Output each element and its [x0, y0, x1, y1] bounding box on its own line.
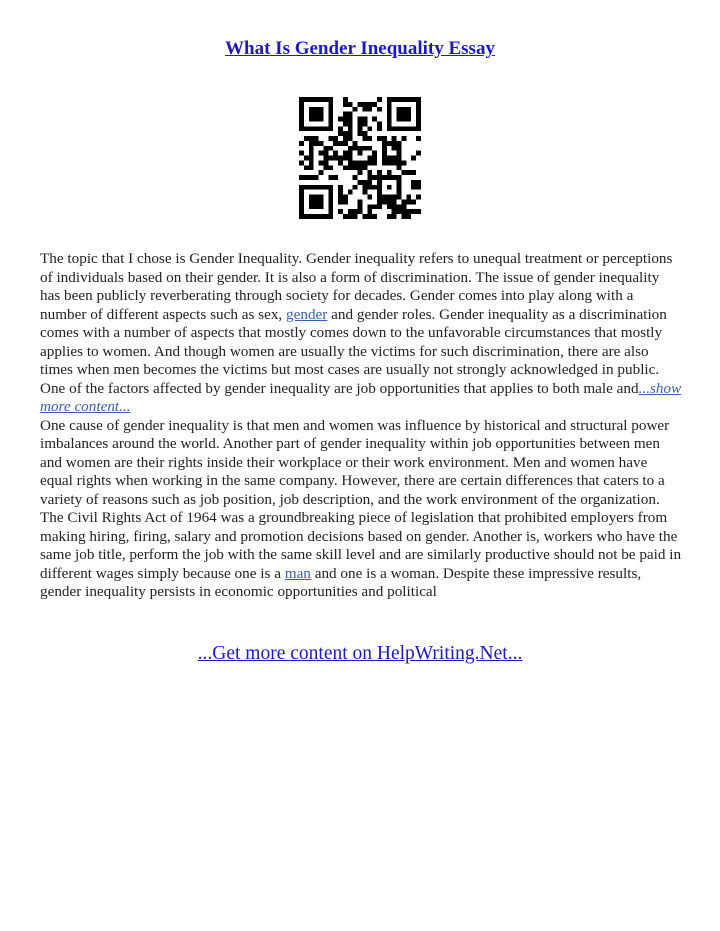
- get-more-content-link[interactable]: ...Get more content on HelpWriting.Net...: [197, 643, 523, 664]
- show-more-link[interactable]: ...show more content...: [40, 379, 682, 415]
- essay-body: [40, 250, 682, 602]
- paragraph-1-text: The topic that I chose is Gender Inequality. Gender inequality refers to unequal treatment or perceptions of individuals based on their gender. It is also a form of discrimination. The issue of gender inequality has been publicly reverberating through society for decades. Gender comes into play along with a number of different aspects such as sex,: [40, 250, 673, 323]
- man-link[interactable]: man: [284, 564, 311, 582]
- paragraph-2-text-cont: and one is a woman. Despite these impressive results, gender inequality persists in economic opportunities and political: [40, 564, 642, 600]
- gender-link[interactable]: gender: [286, 305, 328, 323]
- qr-code-icon: [299, 97, 421, 219]
- essay-paragraph-2: [40, 417, 682, 602]
- title-link[interactable]: What Is Gender Inequality Essay: [225, 38, 495, 59]
- essay-paragraph-1: [40, 250, 682, 417]
- paragraph-1-text-cont: and gender roles. Gender inequality as a discrimination comes with a number of aspects that mostly comes down to the unfavorable circumstances that mostly applies to women. And though women are usually the victims for such discrimination, there are also times when men becomes the victims but most cases are usually not strongly acknowledged in public. One of the factors affected by gender inequality are job opportunities that applies to both male and: [40, 305, 667, 397]
- document-title: [0, 38, 720, 60]
- get-more-content: [0, 643, 720, 665]
- paragraph-2-text: One cause of gender inequality is that men and women was influence by historical and structural power imbalances around the world. Another part of gender inequality within job opportunities between men and women are their rights inside their workplace or their work environment. Men and women have equal rights when working in the same company. However, there are certain differences that caters to a variety of reasons such as job position, job description, and the work environment of the organization. The Civil Rights Act of 1964 was a groundbreaking piece of legislation that prohibited employers from making hiring, firing, salary and promotion decisions based on gender. Another is, workers who have the same job title, perform the job with the same skill level and are similarly productive should not be paid in different wages simply because one is a: [40, 416, 682, 582]
